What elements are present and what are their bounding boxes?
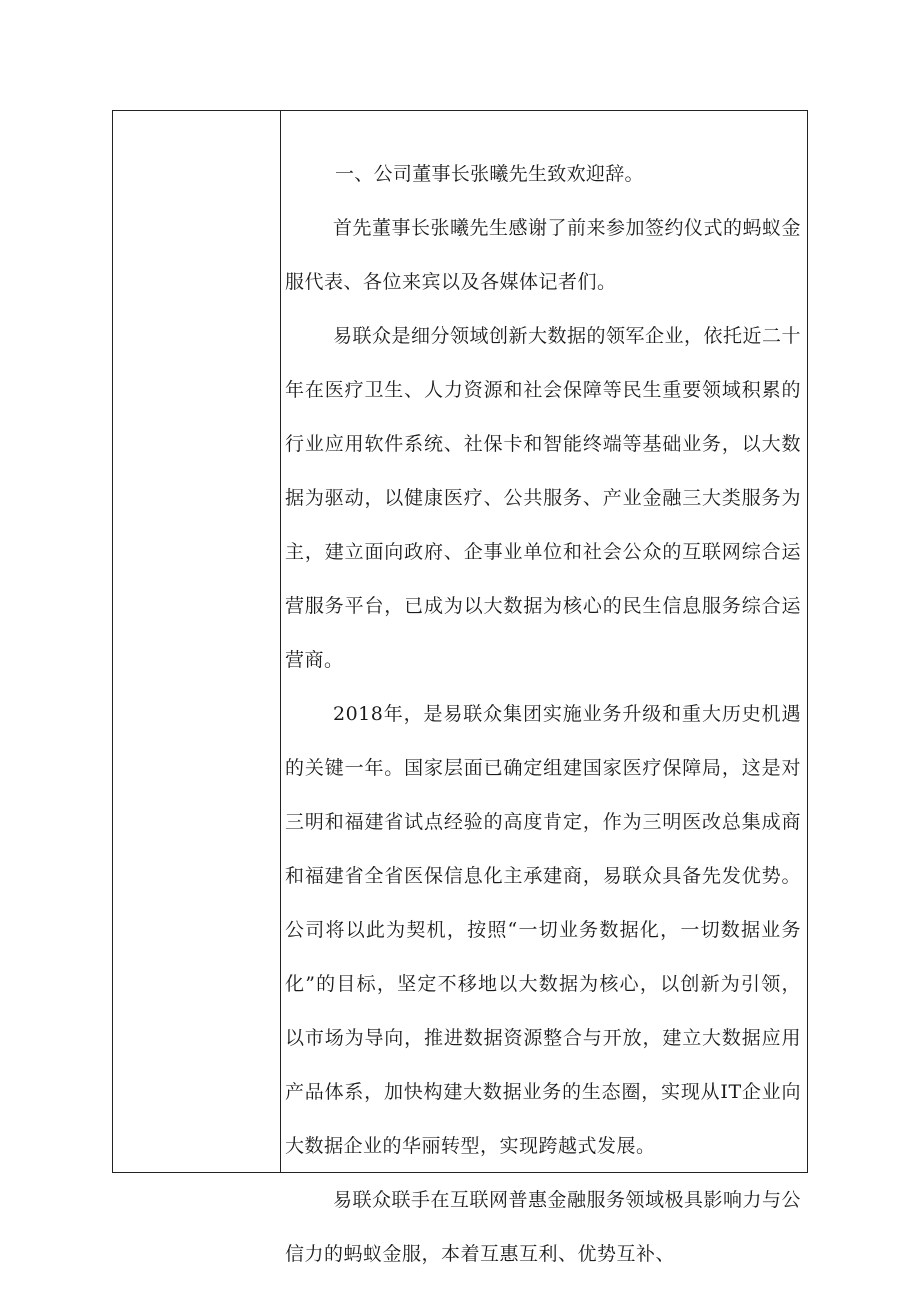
document-table: [112, 110, 808, 1265]
paragraph-2018-strategy: 2018年，是易联众集团实施业务升级和重大历史机遇的关键一年。国家层面已确定组建国家医疗保障局，这是对三明和福建省试点经验的高度肯定，作为三明医改总集成商和福建省全省医保信息化主承建商，易联众具备先发优势。公司将以此为契机，按照“一切业务数据化，一切数据业务化”的目标，坚定不移地以大数据为核心，以创新为引领，以市场为导向，推进数据资源整合与开放，建立大数据应用产品体系，加快构建大数据业务的生态圈，实现从IT企业向大数据企业的华丽转型，实现跨越式发展。: [285, 703, 801, 1157]
paragraph-thanks: 首先董事长张曦先生感谢了前来参加签约仪式的蚂蚁金服代表、各位来宾以及各媒体记者们。: [285, 217, 802, 293]
table-left-column: [113, 111, 281, 1172]
paragraph-partnership: 易联众联手在互联网普惠金融服务领域极具影响力与公信力的蚂蚁金服，本着互惠互利、优势互补、: [285, 1189, 802, 1265]
section-heading: 一、公司董事长张曦先生致欢迎辞。: [335, 163, 644, 185]
paragraph-company-intro: 易联众是细分领域创新大数据的领军企业，依托近二十年在医疗卫生、人力资源和社会保障等民生重要领域积累的行业应用软件系统、社保卡和智能终端等基础业务，以大数据为驱动，以健康医疗、公共服务、产业金融三大类服务为主，建立面向政府、企事业单位和社会公众的互联网综合运营服务平台，已成为以大数据为核心的民生信息服务综合运营商。: [285, 325, 802, 671]
table-right-column: [281, 111, 807, 1265]
